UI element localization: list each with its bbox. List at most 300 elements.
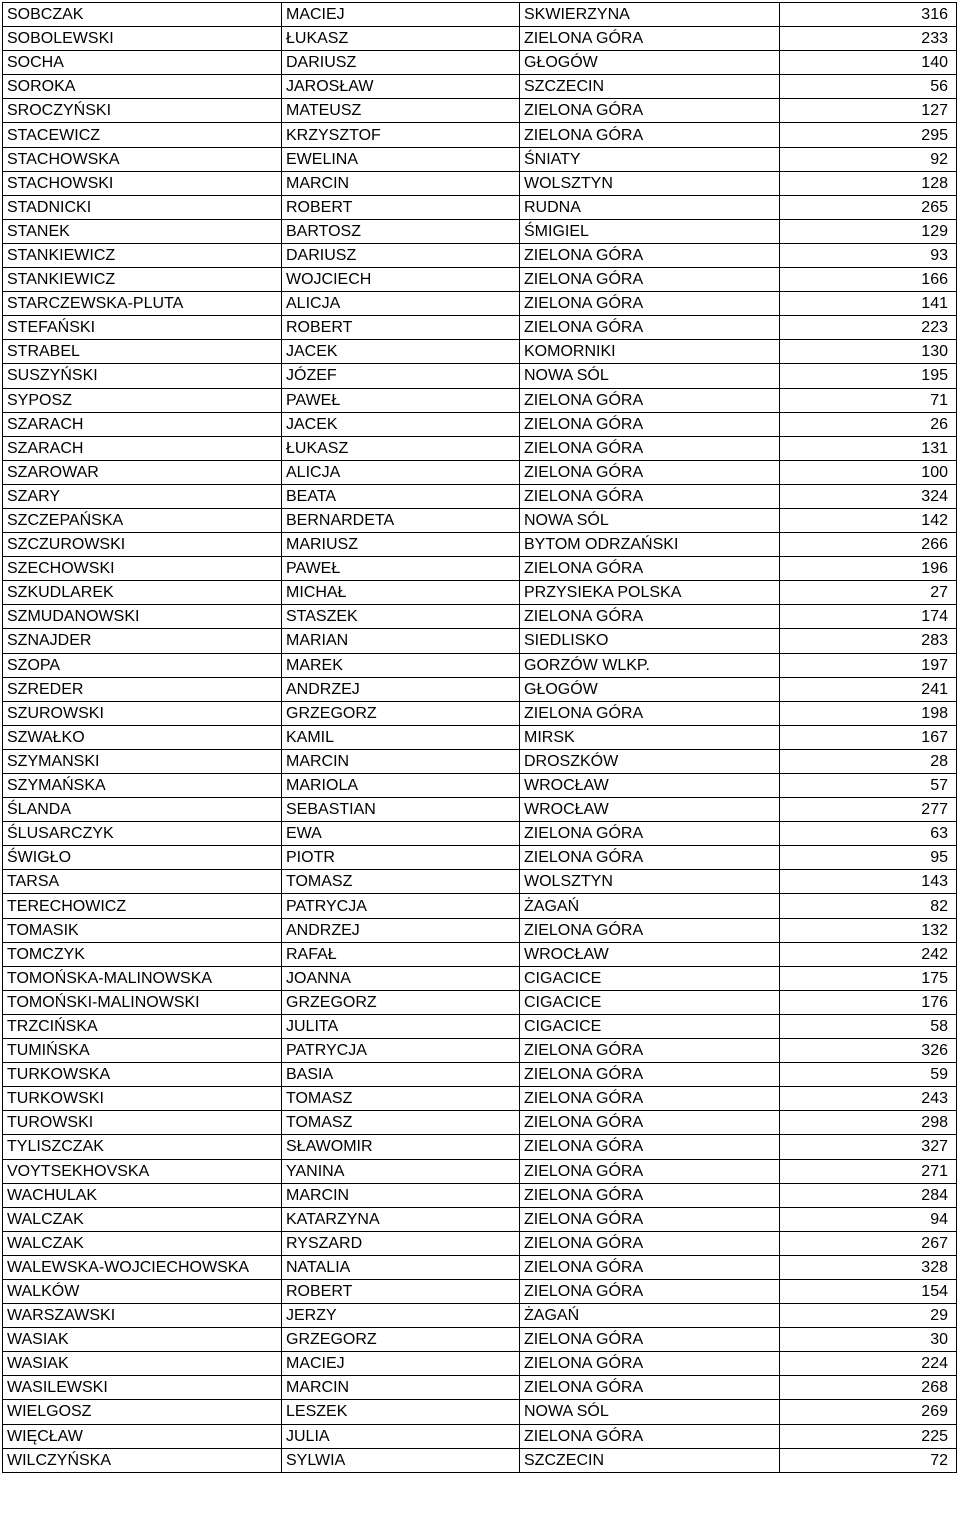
- table-row: [3, 484, 957, 508]
- surname-cell: STEFAŃSKI: [3, 316, 282, 340]
- number-cell: 197: [780, 653, 957, 677]
- first-name-cell: BARTOSZ: [282, 219, 520, 243]
- city-cell: ŚMIGIEL: [520, 219, 780, 243]
- surname-cell: TURKOWSKA: [3, 1063, 282, 1087]
- city-cell: ZIELONA GÓRA: [520, 1231, 780, 1255]
- number-cell: 242: [780, 942, 957, 966]
- first-name-cell: ŁUKASZ: [282, 436, 520, 460]
- first-name-cell: MACIEJ: [282, 3, 520, 27]
- first-name-cell: KAMIL: [282, 725, 520, 749]
- first-name-cell: MATEUSZ: [282, 99, 520, 123]
- surname-cell: WALEWSKA-WOJCIECHOWSKA: [3, 1255, 282, 1279]
- number-cell: 154: [780, 1279, 957, 1303]
- number-cell: 167: [780, 725, 957, 749]
- number-cell: 233: [780, 27, 957, 51]
- table-row: [3, 990, 957, 1014]
- participants-table: [2, 2, 957, 1473]
- first-name-cell: JACEK: [282, 412, 520, 436]
- surname-cell: TERECHOWICZ: [3, 894, 282, 918]
- surname-cell: TUROWSKI: [3, 1111, 282, 1135]
- first-name-cell: JOANNA: [282, 966, 520, 990]
- city-cell: SZCZECIN: [520, 1448, 780, 1472]
- table-row: [3, 1207, 957, 1231]
- surname-cell: STACEWICZ: [3, 123, 282, 147]
- first-name-cell: PAWEŁ: [282, 388, 520, 412]
- table-row: [3, 123, 957, 147]
- number-cell: 324: [780, 484, 957, 508]
- table-row: [3, 1448, 957, 1472]
- number-cell: 129: [780, 219, 957, 243]
- table-row: [3, 1063, 957, 1087]
- table-row: [3, 1183, 957, 1207]
- first-name-cell: KATARZYNA: [282, 1207, 520, 1231]
- city-cell: ZIELONA GÓRA: [520, 1328, 780, 1352]
- number-cell: 82: [780, 894, 957, 918]
- first-name-cell: SYLWIA: [282, 1448, 520, 1472]
- table-row: [3, 918, 957, 942]
- first-name-cell: GRZEGORZ: [282, 701, 520, 725]
- surname-cell: SOBOLEWSKI: [3, 27, 282, 51]
- first-name-cell: MARCIN: [282, 749, 520, 773]
- surname-cell: SZKUDLAREK: [3, 581, 282, 605]
- table-row: [3, 195, 957, 219]
- first-name-cell: JULIA: [282, 1424, 520, 1448]
- number-cell: 316: [780, 3, 957, 27]
- surname-cell: SZCZEPAŃSKA: [3, 508, 282, 532]
- number-cell: 100: [780, 460, 957, 484]
- surname-cell: SZNAJDER: [3, 629, 282, 653]
- table-row: [3, 653, 957, 677]
- city-cell: ZIELONA GÓRA: [520, 1352, 780, 1376]
- table-row: [3, 3, 957, 27]
- number-cell: 93: [780, 243, 957, 267]
- city-cell: ZIELONA GÓRA: [520, 1087, 780, 1111]
- first-name-cell: ALICJA: [282, 460, 520, 484]
- table-row: [3, 1014, 957, 1038]
- city-cell: GŁOGÓW: [520, 677, 780, 701]
- first-name-cell: RAFAŁ: [282, 942, 520, 966]
- table-row: [3, 701, 957, 725]
- table-row: [3, 557, 957, 581]
- city-cell: GŁOGÓW: [520, 51, 780, 75]
- surname-cell: TOMOŃSKA-MALINOWSKA: [3, 966, 282, 990]
- surname-cell: WACHULAK: [3, 1183, 282, 1207]
- first-name-cell: TOMASZ: [282, 1087, 520, 1111]
- number-cell: 266: [780, 533, 957, 557]
- surname-cell: WILCZYŃSKA: [3, 1448, 282, 1472]
- city-cell: ZIELONA GÓRA: [520, 1111, 780, 1135]
- city-cell: ZIELONA GÓRA: [520, 123, 780, 147]
- city-cell: SZCZECIN: [520, 75, 780, 99]
- table-row: [3, 1304, 957, 1328]
- number-cell: 176: [780, 990, 957, 1014]
- number-cell: 72: [780, 1448, 957, 1472]
- first-name-cell: ANDRZEJ: [282, 918, 520, 942]
- first-name-cell: GRZEGORZ: [282, 1328, 520, 1352]
- first-name-cell: MARIUSZ: [282, 533, 520, 557]
- first-name-cell: BERNARDETA: [282, 508, 520, 532]
- city-cell: ZIELONA GÓRA: [520, 1183, 780, 1207]
- number-cell: 132: [780, 918, 957, 942]
- surname-cell: TOMOŃSKI-MALINOWSKI: [3, 990, 282, 1014]
- city-cell: ZIELONA GÓRA: [520, 316, 780, 340]
- surname-cell: STADNICKI: [3, 195, 282, 219]
- city-cell: ZIELONA GÓRA: [520, 388, 780, 412]
- first-name-cell: JULITA: [282, 1014, 520, 1038]
- first-name-cell: PATRYCJA: [282, 1039, 520, 1063]
- number-cell: 143: [780, 870, 957, 894]
- number-cell: 127: [780, 99, 957, 123]
- number-cell: 26: [780, 412, 957, 436]
- first-name-cell: RYSZARD: [282, 1231, 520, 1255]
- city-cell: SKWIERZYNA: [520, 3, 780, 27]
- first-name-cell: LESZEK: [282, 1400, 520, 1424]
- table-row: [3, 822, 957, 846]
- number-cell: 30: [780, 1328, 957, 1352]
- number-cell: 128: [780, 171, 957, 195]
- surname-cell: WARSZAWSKI: [3, 1304, 282, 1328]
- surname-cell: SZWAŁKO: [3, 725, 282, 749]
- number-cell: 142: [780, 508, 957, 532]
- city-cell: ZIELONA GÓRA: [520, 292, 780, 316]
- surname-cell: WASILEWSKI: [3, 1376, 282, 1400]
- city-cell: NOWA SÓL: [520, 508, 780, 532]
- number-cell: 327: [780, 1135, 957, 1159]
- number-cell: 277: [780, 798, 957, 822]
- table-row: [3, 774, 957, 798]
- first-name-cell: MARCIN: [282, 171, 520, 195]
- surname-cell: WIELGOSZ: [3, 1400, 282, 1424]
- table-row: [3, 388, 957, 412]
- table-row: [3, 268, 957, 292]
- first-name-cell: KRZYSZTOF: [282, 123, 520, 147]
- surname-cell: SZARY: [3, 484, 282, 508]
- surname-cell: WASIAK: [3, 1352, 282, 1376]
- number-cell: 241: [780, 677, 957, 701]
- table-row: [3, 1424, 957, 1448]
- table-row: [3, 51, 957, 75]
- surname-cell: TOMCZYK: [3, 942, 282, 966]
- surname-cell: WALCZAK: [3, 1207, 282, 1231]
- number-cell: 28: [780, 749, 957, 773]
- table-row: [3, 605, 957, 629]
- surname-cell: TRZCIŃSKA: [3, 1014, 282, 1038]
- surname-cell: SZARACH: [3, 436, 282, 460]
- table-row: [3, 412, 957, 436]
- table-row: [3, 364, 957, 388]
- number-cell: 166: [780, 268, 957, 292]
- surname-cell: SYPOSZ: [3, 388, 282, 412]
- surname-cell: VOYTSEKHOVSKA: [3, 1159, 282, 1183]
- table-row: [3, 99, 957, 123]
- city-cell: WOLSZTYN: [520, 870, 780, 894]
- table-row: [3, 966, 957, 990]
- number-cell: 56: [780, 75, 957, 99]
- number-cell: 283: [780, 629, 957, 653]
- city-cell: RUDNA: [520, 195, 780, 219]
- surname-cell: STACHOWSKA: [3, 147, 282, 171]
- first-name-cell: JERZY: [282, 1304, 520, 1328]
- first-name-cell: NATALIA: [282, 1255, 520, 1279]
- city-cell: CIGACICE: [520, 990, 780, 1014]
- number-cell: 58: [780, 1014, 957, 1038]
- city-cell: DROSZKÓW: [520, 749, 780, 773]
- city-cell: ZIELONA GÓRA: [520, 846, 780, 870]
- number-cell: 94: [780, 1207, 957, 1231]
- first-name-cell: MARIOLA: [282, 774, 520, 798]
- city-cell: WROCŁAW: [520, 798, 780, 822]
- first-name-cell: TOMASZ: [282, 1111, 520, 1135]
- first-name-cell: MAREK: [282, 653, 520, 677]
- number-cell: 95: [780, 846, 957, 870]
- city-cell: CIGACICE: [520, 1014, 780, 1038]
- number-cell: 131: [780, 436, 957, 460]
- surname-cell: SZUROWSKI: [3, 701, 282, 725]
- table-row: [3, 798, 957, 822]
- number-cell: 271: [780, 1159, 957, 1183]
- surname-cell: SOBCZAK: [3, 3, 282, 27]
- table-row: [3, 340, 957, 364]
- city-cell: ŚNIATY: [520, 147, 780, 171]
- surname-cell: SZECHOWSKI: [3, 557, 282, 581]
- table-row: [3, 508, 957, 532]
- number-cell: 268: [780, 1376, 957, 1400]
- table-row: [3, 894, 957, 918]
- surname-cell: ŚLANDA: [3, 798, 282, 822]
- table-row: [3, 171, 957, 195]
- number-cell: 59: [780, 1063, 957, 1087]
- city-cell: KOMORNIKI: [520, 340, 780, 364]
- surname-cell: STANKIEWICZ: [3, 268, 282, 292]
- first-name-cell: MARIAN: [282, 629, 520, 653]
- number-cell: 198: [780, 701, 957, 725]
- first-name-cell: ANDRZEJ: [282, 677, 520, 701]
- table-row: [3, 1279, 957, 1303]
- number-cell: 223: [780, 316, 957, 340]
- city-cell: ZIELONA GÓRA: [520, 1159, 780, 1183]
- table-row: [3, 1159, 957, 1183]
- surname-cell: STANKIEWICZ: [3, 243, 282, 267]
- table-row: [3, 1255, 957, 1279]
- table-row: [3, 581, 957, 605]
- city-cell: NOWA SÓL: [520, 364, 780, 388]
- table-row: [3, 1087, 957, 1111]
- surname-cell: SROCZYŃSKI: [3, 99, 282, 123]
- first-name-cell: DARIUSZ: [282, 51, 520, 75]
- city-cell: WROCŁAW: [520, 774, 780, 798]
- city-cell: ZIELONA GÓRA: [520, 1207, 780, 1231]
- number-cell: 265: [780, 195, 957, 219]
- surname-cell: SZMUDANOWSKI: [3, 605, 282, 629]
- surname-cell: SZAROWAR: [3, 460, 282, 484]
- first-name-cell: PAWEŁ: [282, 557, 520, 581]
- number-cell: 57: [780, 774, 957, 798]
- surname-cell: TARSA: [3, 870, 282, 894]
- table-row: [3, 533, 957, 557]
- first-name-cell: ROBERT: [282, 195, 520, 219]
- number-cell: 92: [780, 147, 957, 171]
- table-row: [3, 870, 957, 894]
- city-cell: ZIELONA GÓRA: [520, 99, 780, 123]
- number-cell: 140: [780, 51, 957, 75]
- number-cell: 196: [780, 557, 957, 581]
- table-row: [3, 1400, 957, 1424]
- number-cell: 63: [780, 822, 957, 846]
- first-name-cell: PIOTR: [282, 846, 520, 870]
- surname-cell: SOCHA: [3, 51, 282, 75]
- surname-cell: ŚLUSARCZYK: [3, 822, 282, 846]
- city-cell: ZIELONA GÓRA: [520, 1135, 780, 1159]
- number-cell: 175: [780, 966, 957, 990]
- city-cell: ZIELONA GÓRA: [520, 243, 780, 267]
- city-cell: ZIELONA GÓRA: [520, 822, 780, 846]
- city-cell: ZIELONA GÓRA: [520, 1039, 780, 1063]
- city-cell: ZIELONA GÓRA: [520, 412, 780, 436]
- first-name-cell: JAROSŁAW: [282, 75, 520, 99]
- participants-table-body: [3, 3, 957, 1473]
- number-cell: 71: [780, 388, 957, 412]
- table-row: [3, 1135, 957, 1159]
- surname-cell: SZCZUROWSKI: [3, 533, 282, 557]
- surname-cell: STACHOWSKI: [3, 171, 282, 195]
- surname-cell: SZARACH: [3, 412, 282, 436]
- table-row: [3, 942, 957, 966]
- first-name-cell: EWELINA: [282, 147, 520, 171]
- first-name-cell: GRZEGORZ: [282, 990, 520, 1014]
- first-name-cell: DARIUSZ: [282, 243, 520, 267]
- table-row: [3, 147, 957, 171]
- table-row: [3, 1111, 957, 1135]
- first-name-cell: WOJCIECH: [282, 268, 520, 292]
- number-cell: 295: [780, 123, 957, 147]
- table-row: [3, 243, 957, 267]
- surname-cell: TUMIŃSKA: [3, 1039, 282, 1063]
- number-cell: 224: [780, 1352, 957, 1376]
- surname-cell: TOMASIK: [3, 918, 282, 942]
- surname-cell: STRABEL: [3, 340, 282, 364]
- surname-cell: SZREDER: [3, 677, 282, 701]
- table-row: [3, 436, 957, 460]
- first-name-cell: PATRYCJA: [282, 894, 520, 918]
- city-cell: ZIELONA GÓRA: [520, 1063, 780, 1087]
- first-name-cell: MACIEJ: [282, 1352, 520, 1376]
- first-name-cell: SŁAWOMIR: [282, 1135, 520, 1159]
- surname-cell: WALKÓW: [3, 1279, 282, 1303]
- table-row: [3, 749, 957, 773]
- number-cell: 29: [780, 1304, 957, 1328]
- table-row: [3, 1352, 957, 1376]
- table-row: [3, 1039, 957, 1063]
- first-name-cell: ŁUKASZ: [282, 27, 520, 51]
- table-row: [3, 292, 957, 316]
- number-cell: 225: [780, 1424, 957, 1448]
- table-row: [3, 677, 957, 701]
- number-cell: 141: [780, 292, 957, 316]
- number-cell: 195: [780, 364, 957, 388]
- first-name-cell: BEATA: [282, 484, 520, 508]
- city-cell: NOWA SÓL: [520, 1400, 780, 1424]
- number-cell: 269: [780, 1400, 957, 1424]
- number-cell: 243: [780, 1087, 957, 1111]
- city-cell: ZIELONA GÓRA: [520, 605, 780, 629]
- table-row: [3, 219, 957, 243]
- first-name-cell: JACEK: [282, 340, 520, 364]
- number-cell: 326: [780, 1039, 957, 1063]
- table-row: [3, 27, 957, 51]
- city-cell: ŻAGAŃ: [520, 1304, 780, 1328]
- first-name-cell: MARCIN: [282, 1183, 520, 1207]
- surname-cell: TURKOWSKI: [3, 1087, 282, 1111]
- city-cell: ZIELONA GÓRA: [520, 268, 780, 292]
- city-cell: ZIELONA GÓRA: [520, 557, 780, 581]
- table-row: [3, 1231, 957, 1255]
- city-cell: ŻAGAŃ: [520, 894, 780, 918]
- city-cell: CIGACICE: [520, 966, 780, 990]
- surname-cell: SOROKA: [3, 75, 282, 99]
- number-cell: 27: [780, 581, 957, 605]
- city-cell: ZIELONA GÓRA: [520, 436, 780, 460]
- city-cell: WOLSZTYN: [520, 171, 780, 195]
- number-cell: 298: [780, 1111, 957, 1135]
- city-cell: PRZYSIEKA POLSKA: [520, 581, 780, 605]
- surname-cell: TYLISZCZAK: [3, 1135, 282, 1159]
- first-name-cell: TOMASZ: [282, 870, 520, 894]
- first-name-cell: ROBERT: [282, 1279, 520, 1303]
- surname-cell: WASIAK: [3, 1328, 282, 1352]
- city-cell: MIRSK: [520, 725, 780, 749]
- first-name-cell: SEBASTIAN: [282, 798, 520, 822]
- number-cell: 174: [780, 605, 957, 629]
- surname-cell: SZYMANSKI: [3, 749, 282, 773]
- first-name-cell: MICHAŁ: [282, 581, 520, 605]
- first-name-cell: BASIA: [282, 1063, 520, 1087]
- surname-cell: ŚWIGŁO: [3, 846, 282, 870]
- table-row: [3, 1328, 957, 1352]
- city-cell: ZIELONA GÓRA: [520, 460, 780, 484]
- number-cell: 284: [780, 1183, 957, 1207]
- city-cell: GORZÓW WLKP.: [520, 653, 780, 677]
- city-cell: ZIELONA GÓRA: [520, 918, 780, 942]
- surname-cell: SZYMAŃSKA: [3, 774, 282, 798]
- number-cell: 130: [780, 340, 957, 364]
- first-name-cell: ALICJA: [282, 292, 520, 316]
- first-name-cell: STASZEK: [282, 605, 520, 629]
- first-name-cell: EWA: [282, 822, 520, 846]
- city-cell: BYTOM ODRZAŃSKI: [520, 533, 780, 557]
- table-row: [3, 460, 957, 484]
- surname-cell: SUSZYŃSKI: [3, 364, 282, 388]
- surname-cell: SZOPA: [3, 653, 282, 677]
- city-cell: WROCŁAW: [520, 942, 780, 966]
- city-cell: ZIELONA GÓRA: [520, 1255, 780, 1279]
- table-row: [3, 1376, 957, 1400]
- city-cell: ZIELONA GÓRA: [520, 484, 780, 508]
- number-cell: 328: [780, 1255, 957, 1279]
- table-row: [3, 846, 957, 870]
- table-row: [3, 629, 957, 653]
- city-cell: ZIELONA GÓRA: [520, 1424, 780, 1448]
- first-name-cell: JÓZEF: [282, 364, 520, 388]
- city-cell: ZIELONA GÓRA: [520, 701, 780, 725]
- surname-cell: WIĘCŁAW: [3, 1424, 282, 1448]
- first-name-cell: MARCIN: [282, 1376, 520, 1400]
- surname-cell: STANEK: [3, 219, 282, 243]
- number-cell: 267: [780, 1231, 957, 1255]
- surname-cell: STARCZEWSKA-PLUTA: [3, 292, 282, 316]
- first-name-cell: ROBERT: [282, 316, 520, 340]
- table-row: [3, 316, 957, 340]
- city-cell: SIEDLISKO: [520, 629, 780, 653]
